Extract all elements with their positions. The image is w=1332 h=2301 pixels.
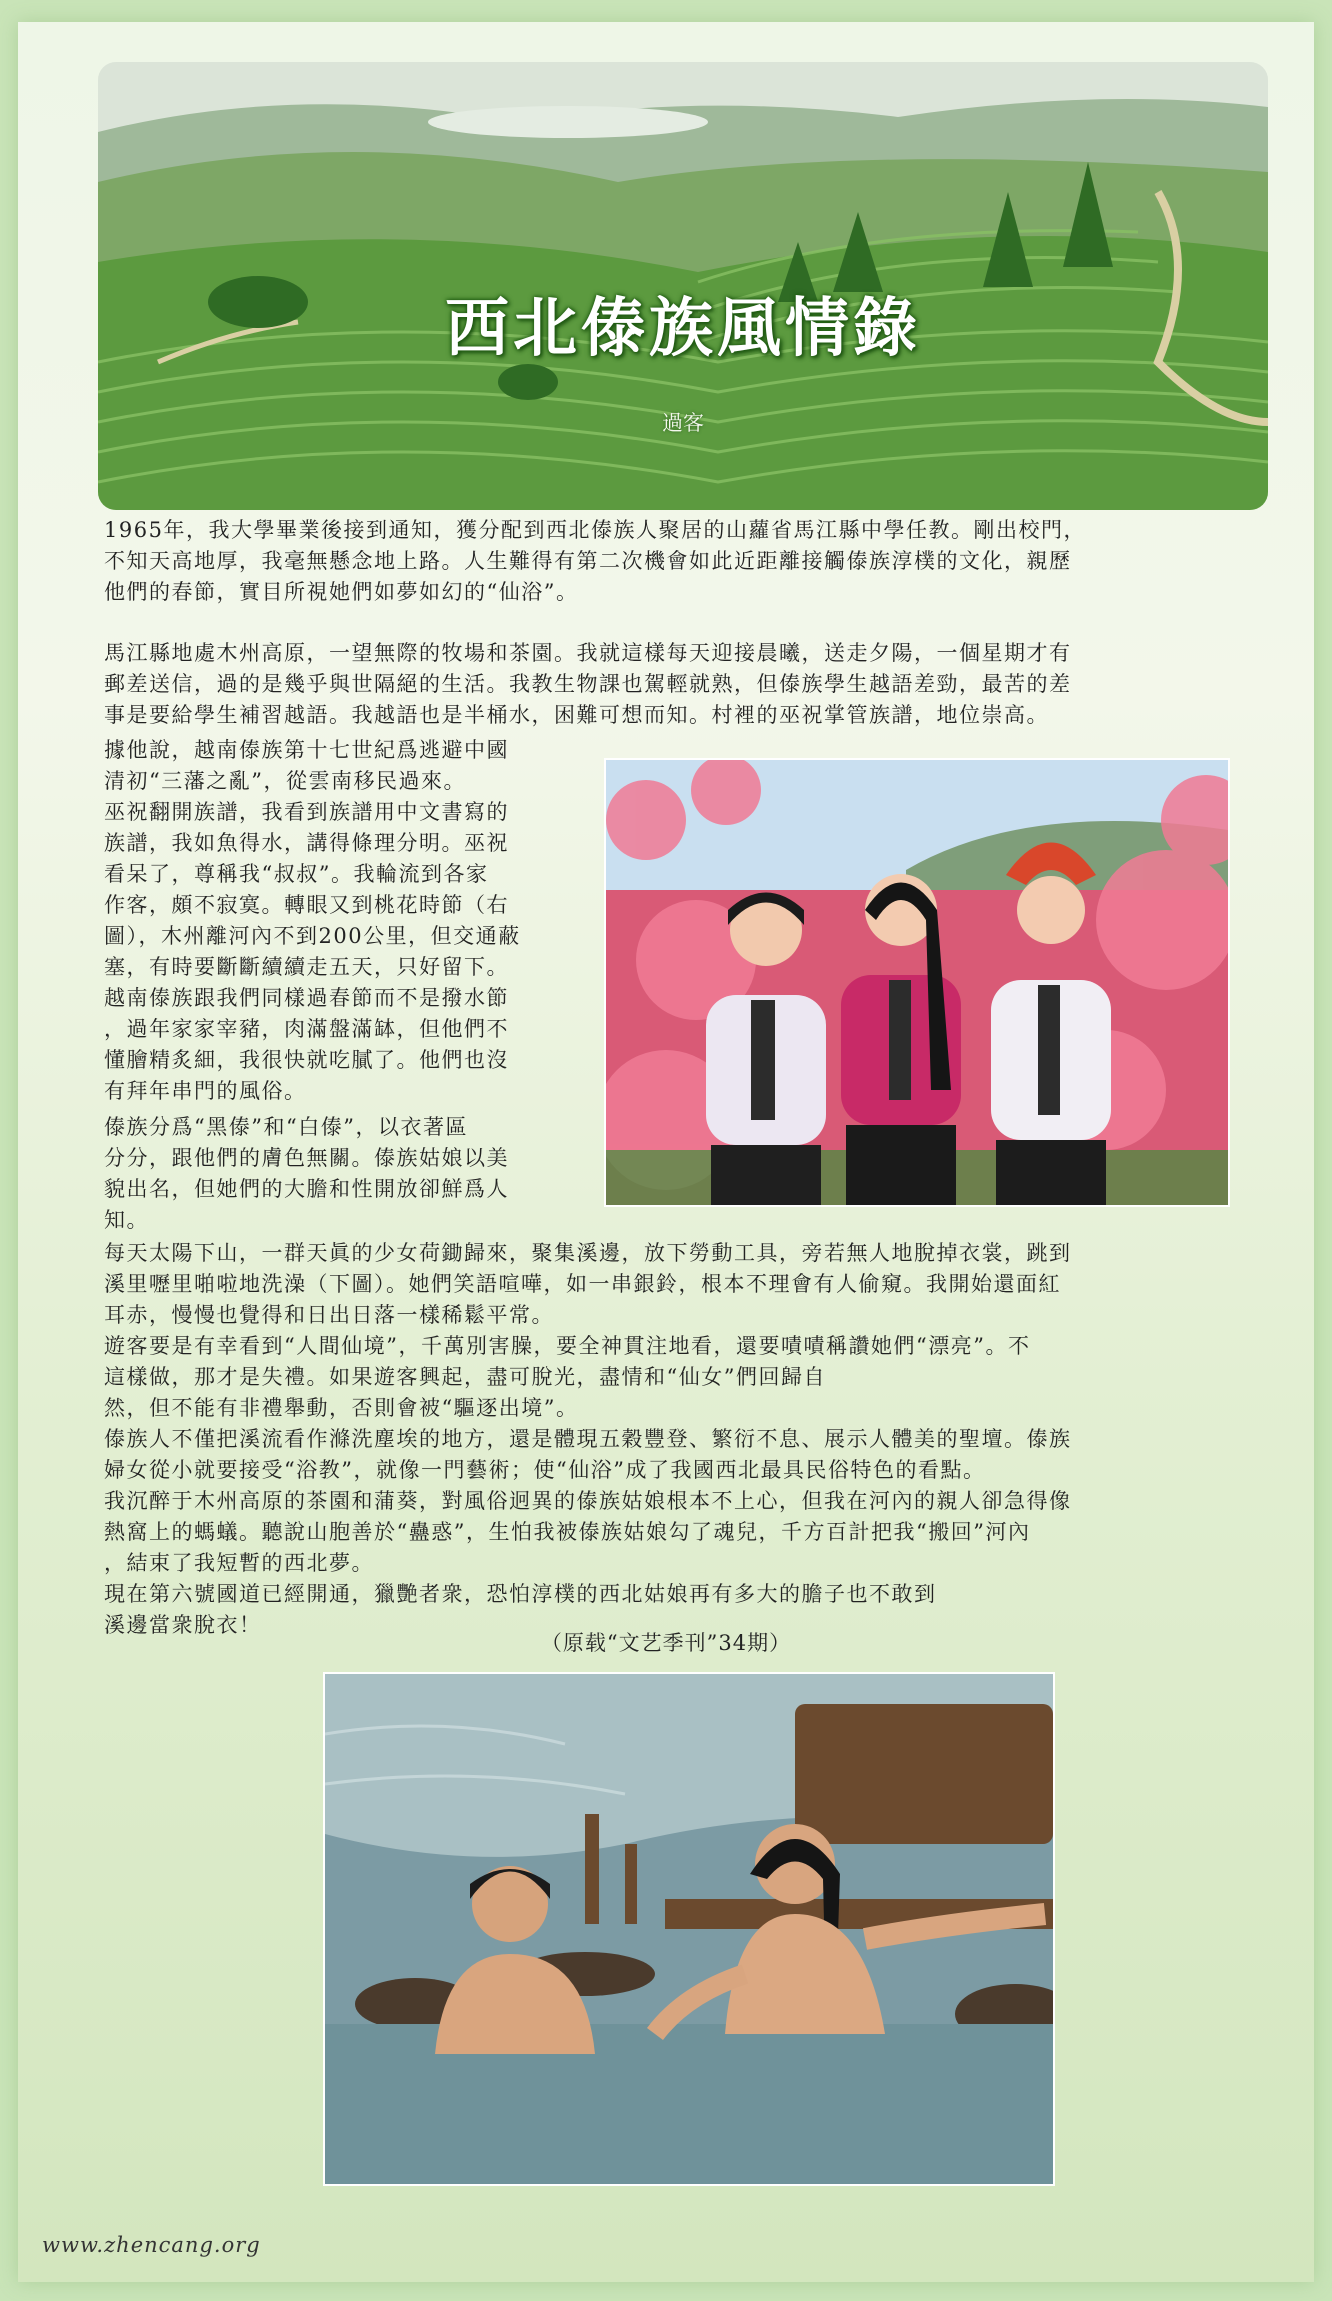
publication-credit: （原载“文艺季刊”34期）: [540, 1631, 792, 1655]
page-title: 西北傣族風情錄: [445, 292, 921, 366]
river-bathing-photo: [323, 1672, 1055, 2186]
article-paragraph-5: 每天太陽下山，一群天眞的少女荷鋤歸來，聚集溪邊，放下勞動工具，旁若無人地脫掉衣裳，跳到 溪里嚦里啪啦地洗澡（下圖）。她們笑語喧嘩，如一串銀鈴，根本不理會有人偷窺。我開始還面紅 耳赤，慢慢也覺得和日出日落一樣稀鬆平常。 遊客要是有幸看到“人間仙境”，千萬別害臊，要全神貫注地看，還要嘖嘖稱讚她們“漂亮”。不 這樣做，那才是失禮。如果遊客興起，盡可脫光，盡情和“仙女”們回歸自 然，但不能有非禮舉動，否則會被“驅逐出境”。 傣族人不僅把溪流看作滌洗塵埃的地方，還是體現五穀豐登、繁衍不息、展示人體美的聖壇。傣族 婦女從小就要接受“浴教”，就像一門藝術；使“仙浴”成了我國西北最具民俗特色的看點。 我沉醉于木州高原的茶園和蒲葵，對風俗迥異的傣族姑娘根本不上心，但我在河內的親人卻急得像 熱窩上的螞蟻。聽說山胞善於“蠱惑”，生怕我被傣族姑娘勾了魂兒，千方百計把我“搬回”河內 ，結束了我短暫的西北夢。 現在第六號國道已經開通，獵艷者衆，恐怕淳樸的西北姑娘再有多大的膽子也不敢到 溪邊當衆脫衣！: [104, 1241, 1072, 1637]
article-paragraph-1: 1965年，我大學畢業後接到通知，獲分配到西北傣族人聚居的山蘿省馬江縣中學任教。剛出校門， 不知天高地厚，我毫無懸念地上路。人生難得有第二次機會如此近距離接觸傣族淳樸的文化，親歷 他們的春節，實目所視她們如夢如幻的“仙浴”。: [104, 518, 1086, 604]
article-paragraph-2: 馬江縣地處木州高原，一望無際的牧場和茶園。我就這樣每天迎接晨曦，送走夕陽，一個星期才有 郵差送信，過的是幾乎與世隔絕的生活。我教生物課也駕輕就熟，但傣族學生越語差勁，最苦的差 事是要給學生補習越語。我越語也是半桶水，困難可想而知。村裡的巫祝掌管族譜，地位崇高。: [104, 641, 1072, 727]
article-paragraph-3: 據他說，越南傣族第十七世紀爲逃避中國 清初“三藩之亂”，從雲南移民過來。 巫祝翻開族譜，我看到族譜用中文書寫的 族譜，我如魚得水，講得條理分明。巫祝 看呆了，尊稱我“叔叔”。我輪流到各家 作客，頗不寂寞。轉眼又到桃花時節（右 圖），木州離河內不到200公里，但交通蔽 塞，有時要斷斷續續走五天，只好留下。 越南傣族跟我們同樣過春節而不是撥水節 ，過年家家宰豬，肉滿盤滿缽，但他們不 懂膾精炙細，我很快就吃膩了。他們也沒 有拜年串門的風俗。: [104, 738, 521, 1103]
author-name: 過客: [662, 411, 704, 435]
article-paragraph-4: 傣族分爲“黑傣”和“白傣”，以衣著區 分分，跟他們的膚色無關。傣族姑娘以美 貌出名，但她們的大膽和性開放卻鮮爲人 知。: [104, 1115, 509, 1232]
banner-image: [98, 62, 1268, 510]
site-watermark: www.zhencang.org: [42, 2233, 261, 2257]
peach-blossom-photo: [604, 758, 1230, 1207]
